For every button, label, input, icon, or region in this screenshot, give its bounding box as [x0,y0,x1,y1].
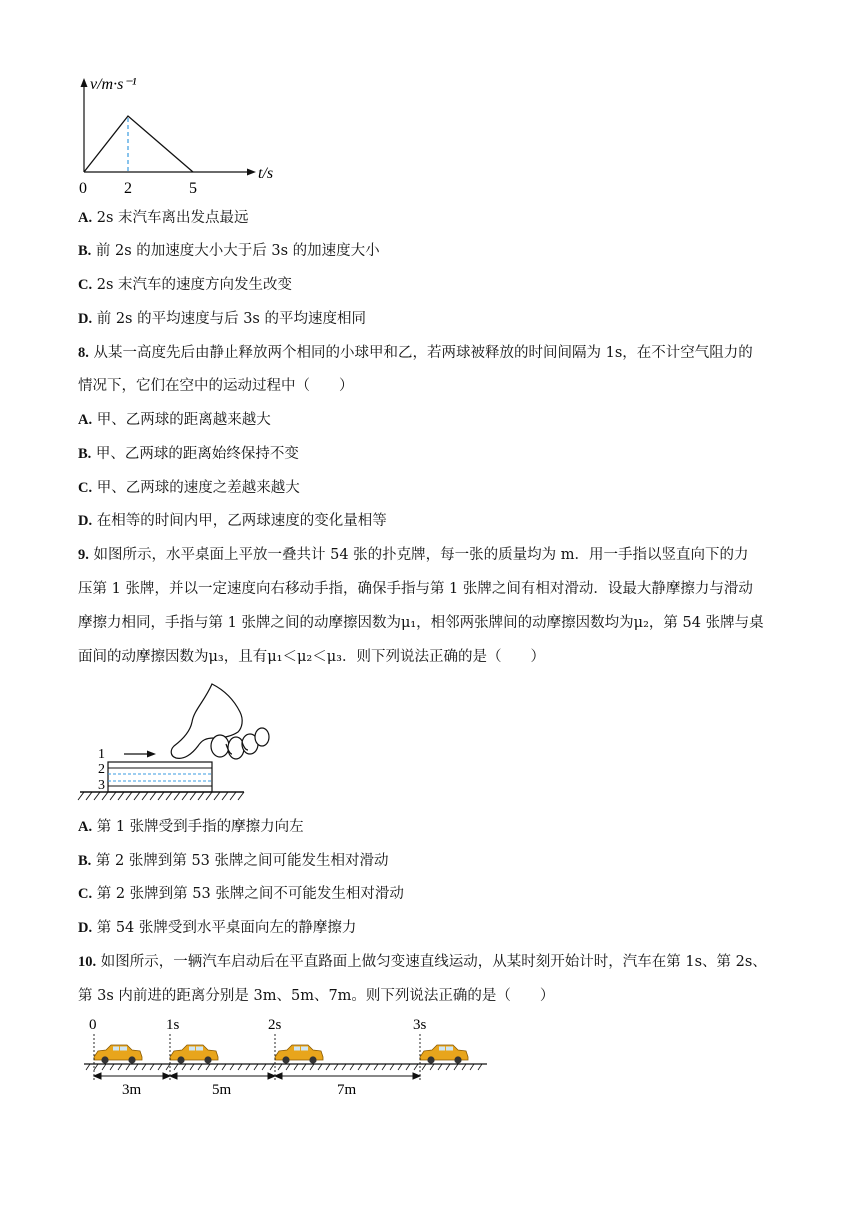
q9-option-d: D. 第 54 张牌受到水平桌面向左的静摩擦力 [78,920,357,936]
q10-stem-line2: 第 3s 内前进的距离分别是 3m、5m、7m。则下列说法正确的是（ ） [78,988,555,1004]
car-3s-icon [420,1045,468,1064]
q8-option-d: D. 在相等的时间内甲，乙两球速度的变化量相等 [78,513,387,529]
distance-label-3m: 3m [122,1082,142,1098]
q9-stem-line3: 摩擦力相同，手指与第 1 张牌之间的动摩擦因数为μ₁，相邻两张牌间的动摩擦因数均为μ₂，第 54 张牌与桌 [78,615,764,631]
y-axis-label: v/m·s⁻¹ [90,76,137,93]
card-label-3: 3 [98,778,105,793]
velocity-time-graph [74,68,284,198]
q8-option-a: A. 甲、乙两球的距离越来越大 [78,412,271,428]
tick-label-5: 5 [189,180,197,197]
q7-option-b: B. 前 2s 的加速度大小大于后 3s 的加速度大小 [78,243,380,259]
q9-option-b: B. 第 2 张牌到第 53 张牌之间可能发生相对滑动 [78,853,389,869]
q9-stem-line1: 9. 如图所示，水平桌面上平放一叠共计 54 张的扑克牌，每一张的质量均为 m．用一手指以竖直向下的力 [78,547,749,563]
distance-label-5m: 5m [212,1082,232,1098]
q9-option-c: C. 第 2 张牌到第 53 张牌之间不可能发生相对滑动 [78,886,404,902]
q9-option-a: A. 第 1 张牌受到手指的摩擦力向左 [78,819,304,835]
car-motion-figure [82,1014,502,1098]
distance-label-7m: 7m [337,1082,357,1098]
time-label-1s: 1s [166,1017,180,1033]
card-stack-figure [74,680,274,805]
hand-illustration [171,684,269,759]
q8-stem-line2: 情况下，它们在空中的运动过程中（ ） [78,378,354,394]
q9-stem-line4: 面间的动摩擦因数为μ₃，且有μ₁＜μ₂＜μ₃．则下列说法正确的是（ ） [78,649,545,665]
time-label-0: 0 [89,1017,97,1033]
tick-label-2: 2 [124,180,132,197]
card-label-1: 1 [98,747,105,762]
q7-option-d: D. 前 2s 的平均速度与后 3s 的平均速度相同 [78,311,366,327]
time-label-3s: 3s [413,1017,427,1033]
time-label-2s: 2s [268,1017,282,1033]
card-label-2: 2 [98,762,105,777]
x-axis-label: t/s [258,165,274,182]
q7-option-c: C. 2s 末汽车的速度方向发生改变 [78,277,292,293]
car-1s-icon [170,1045,218,1064]
q9-stem-line2: 压第 1 张牌，并以一定速度向右移动手指，确保手指与第 1 张牌之间有相对滑动．设最大静摩擦力与滑动 [78,581,753,597]
q8-stem-line1: 8. 从某一高度先后由静止释放两个相同的小球甲和乙，若两球被释放的时间间隔为 1s，在不计空气阻力的 [78,345,753,361]
origin-label: 0 [79,180,87,197]
q8-option-c: C. 甲、乙两球的速度之差越来越大 [78,480,300,496]
q8-option-b: B. 甲、乙两球的距离始终保持不变 [78,446,299,462]
q7-option-a: A. 2s 末汽车离出发点最远 [78,210,249,226]
q10-stem-line1: 10. 如图所示，一辆汽车启动后在平直路面上做匀变速直线运动，从某时刻开始计时，汽车在第 1s、第 2s、 [78,954,767,970]
car-0-icon [94,1045,142,1064]
car-2s-icon [275,1045,323,1064]
